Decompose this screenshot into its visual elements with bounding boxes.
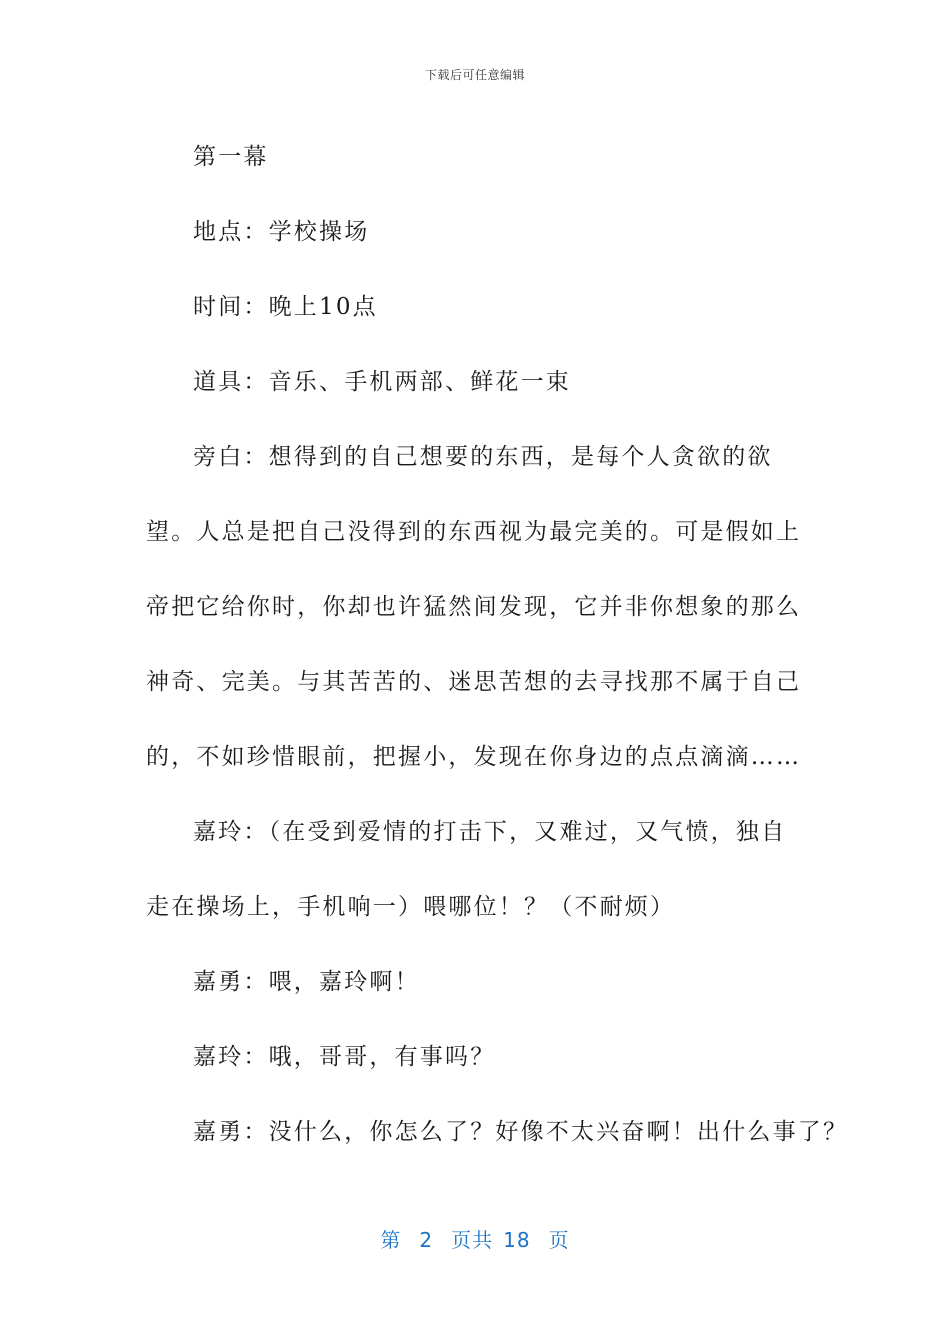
current-page-number: 2 [419,1228,434,1252]
props-line: 道具：音乐、手机两部、鲜花一束 [193,369,571,395]
location-line: 地点：学校操场 [193,219,370,245]
dialogue-jialing-1: 嘉玲：（在受到爱情的打击下，又难过，又气愤，独自走在操场上，手机响一）喂哪位！？（不耐烦） [146,819,787,920]
footer-middle: 页共 [451,1228,494,1252]
page-number-footer [0,1224,950,1253]
time-line: 时间：晚上10点 [193,294,378,320]
dialogue-jialing-2: 嘉玲：哦，哥哥，有事吗？ [193,1044,496,1070]
scene-title: 第一幕 [193,144,269,170]
footer-suffix: 页 [548,1228,570,1252]
document-body [146,120,849,1170]
dialogue-jiayong-1: 嘉勇：喂，嘉玲啊！ [193,969,420,995]
dialogue-jiayong-2: 嘉勇：没什么，你怎么了？好像不太兴奋啊！出什么事了？ [193,1119,849,1145]
total-page-count: 18 [503,1228,531,1252]
narration-paragraph: 旁白：想得到的自己想要的东西，是每个人贪欲的欲望。人总是把自己没得到的东西视为最完美的。可是假如上帝把它给你时，你却也许猛然间发现，它并非你想象的那么神奇、完美。与其苦苦的、迷思苦想的去寻找那不属于自己的，不如珍惜眼前，把握小，发现在你身边的点点滴滴…… [146,444,802,770]
footer-prefix: 第 [380,1228,402,1252]
page-header-note: 下载后可任意编辑 [424,68,525,82]
